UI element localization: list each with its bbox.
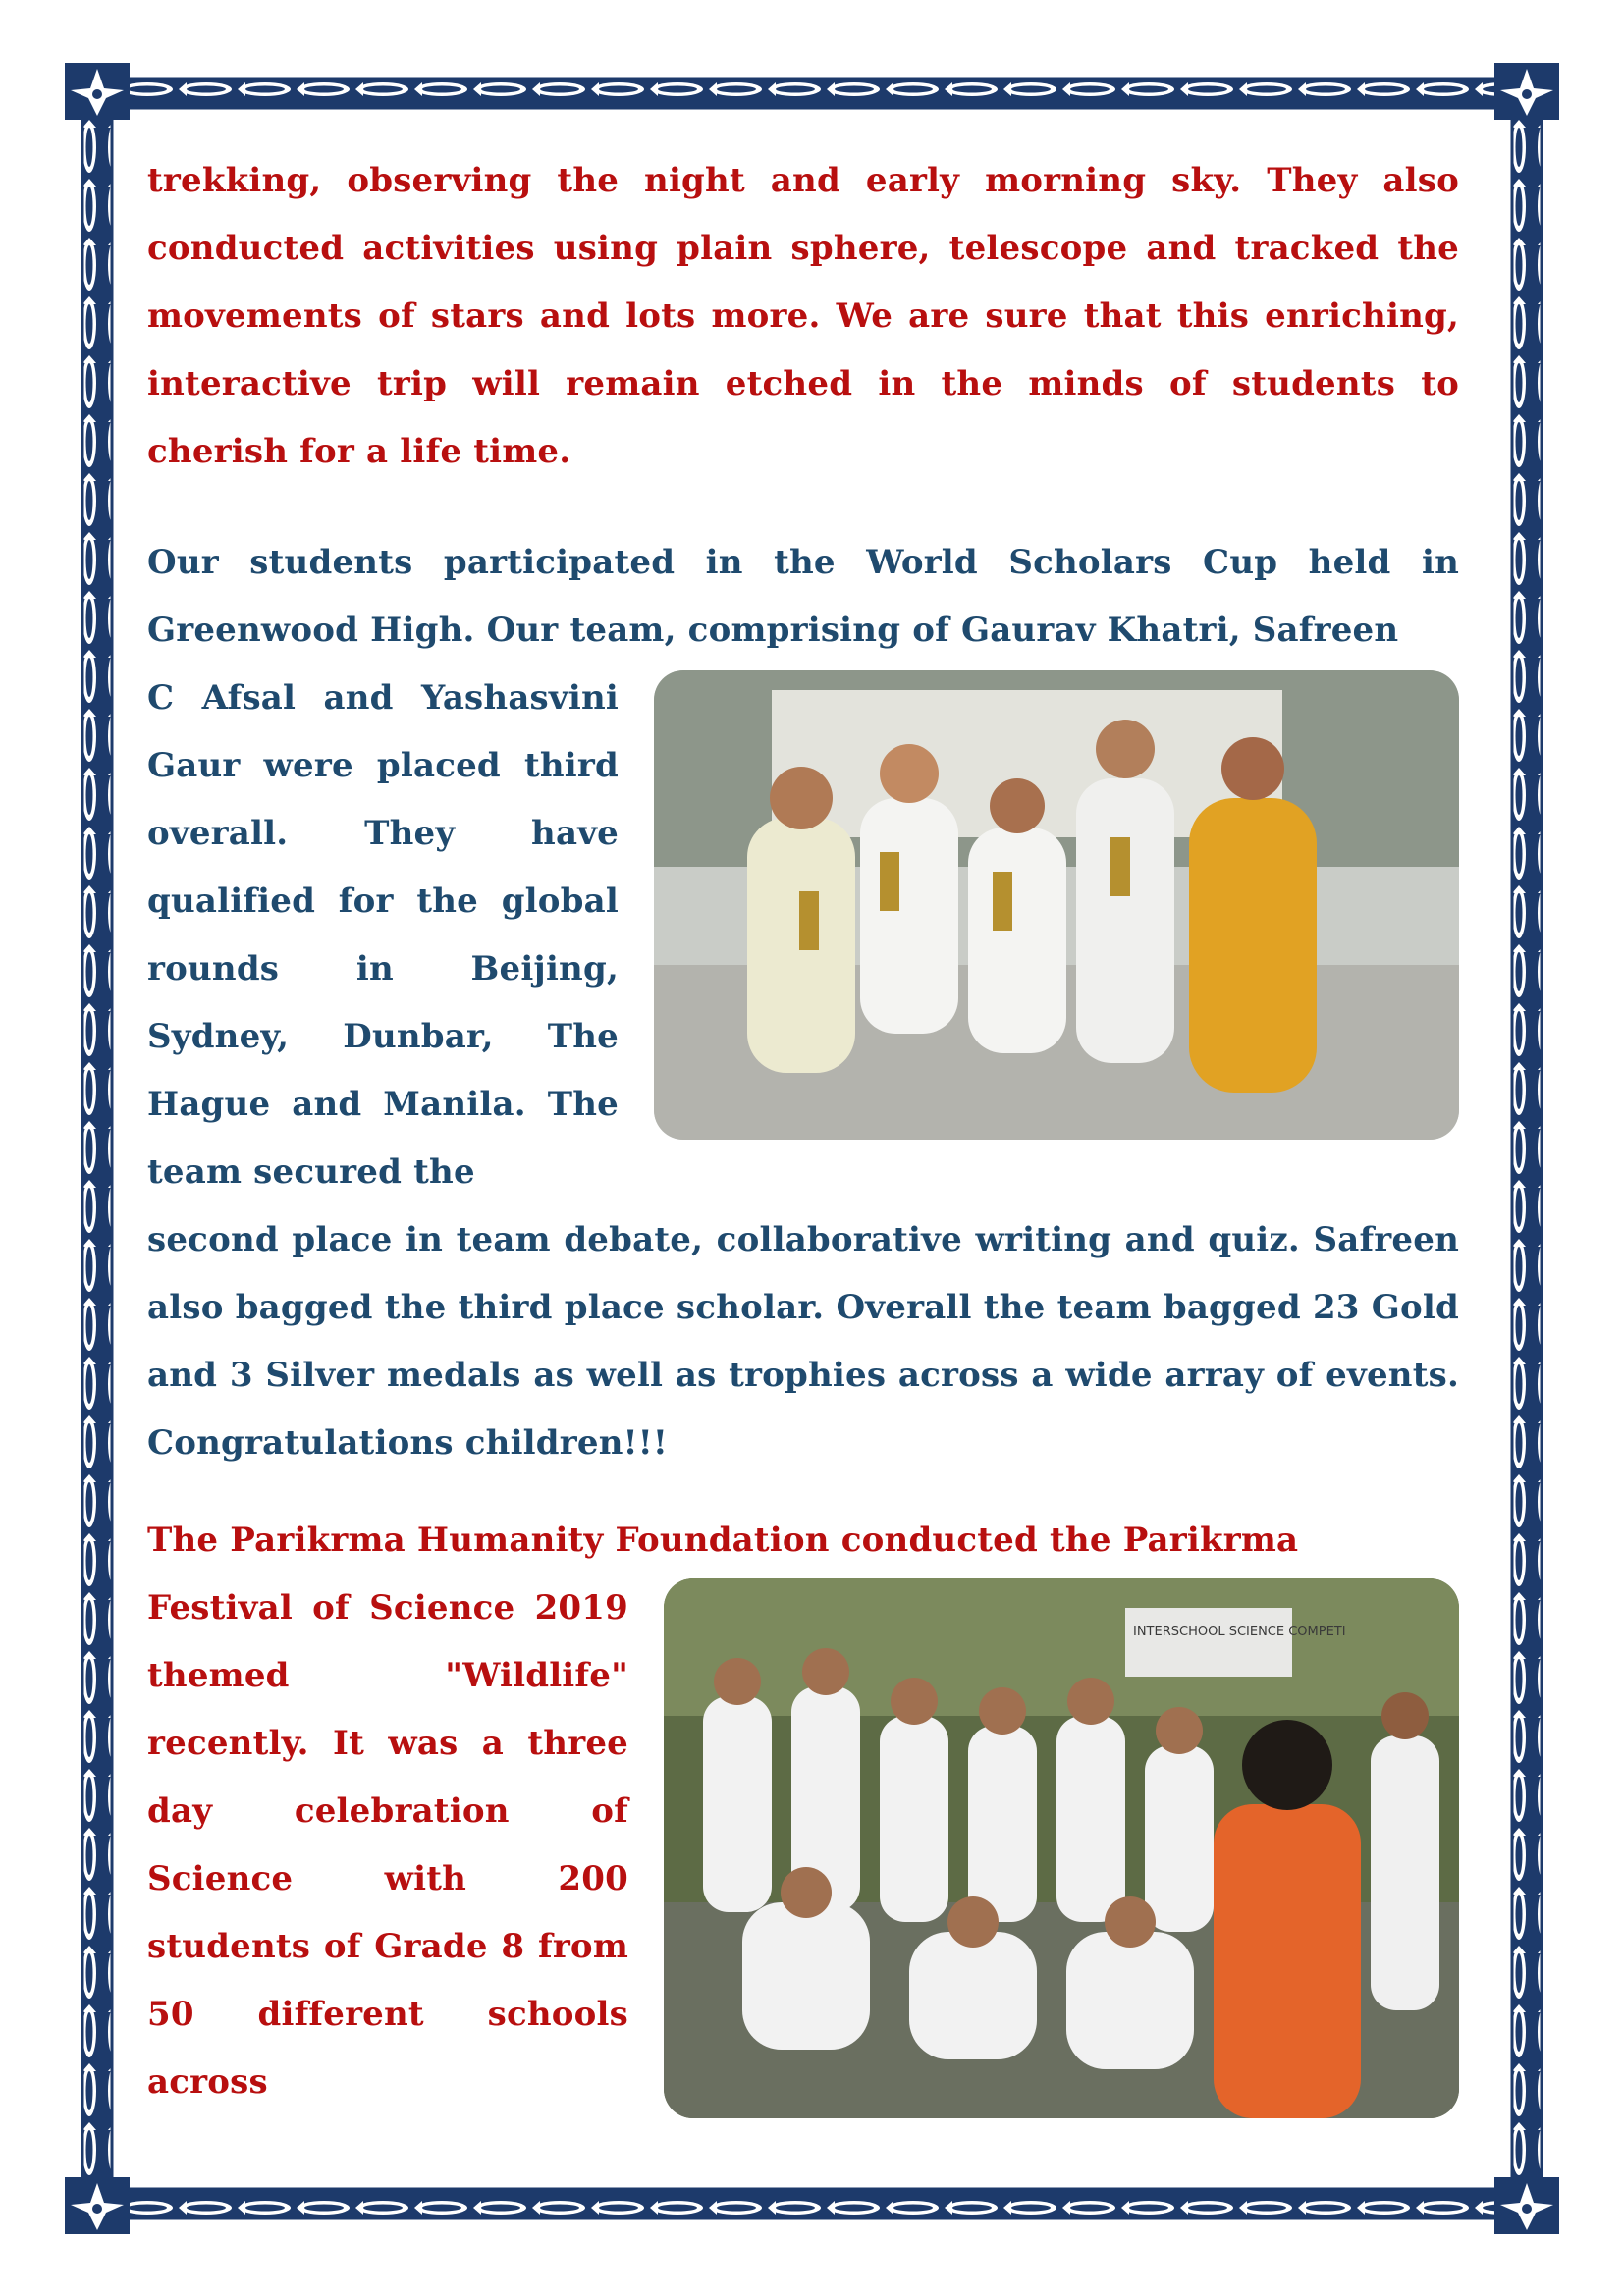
scholars-section (147, 665, 1459, 1477)
sign-text: INTERSCHOOL SCIENCE COMPETI (1133, 1625, 1346, 1639)
group-photo-science-fest (664, 1578, 1459, 2118)
parikrma-intro-paragraph: The Parikrma Humanity Foundation conducted the Parikrma (147, 1521, 1299, 1560)
parikrma-section (147, 1575, 1459, 2118)
scholars-intro-paragraph: Our students participated in the World Scholars Cup held in Greenwood High. Our team, comprising of Gaurav Khatri, Safreen (147, 543, 1459, 650)
scholars-rest-paragraph: second place in team debate, collaborative writing and quiz. Safreen also bagged the third place scholar. Overall the team bagged 23 Gold and 3 Silver medals as well as trophies across a wide array of events. Congratulations children!!! (147, 1220, 1459, 1463)
ornament-corner-icon (65, 63, 130, 120)
newsletter-content (147, 147, 1459, 2118)
ornament-corner-icon (65, 2177, 130, 2234)
ornament-corner-icon (1494, 2177, 1559, 2234)
astronomy-paragraph: trekking, observing the night and early morning sky. They also conducted activities using plain sphere, telescope and tracked the movements of stars and lots more. We are sure that this enriching, interactive trip will remain etched in the minds of students to cherish for a life time. (147, 161, 1459, 471)
parikrma-wrap-paragraph: Festival of Science 2019 themed "Wildlife" recently. It was a three day celebration of Science with 200 students of Grade 8 from 50 different schools across (147, 1588, 628, 2102)
scholars-photo (654, 670, 1459, 1140)
group-photo-trophies (654, 670, 1459, 1140)
scholars-wrap-paragraph: C Afsal and Yashasvini Gaur were placed third overall. They have qualified for the global rounds in Beijing, Sydney, Dunbar, The Hague and Manila. The team secured the (147, 678, 619, 1192)
ornament-corner-icon (1494, 63, 1559, 120)
science-photo (664, 1578, 1459, 2118)
